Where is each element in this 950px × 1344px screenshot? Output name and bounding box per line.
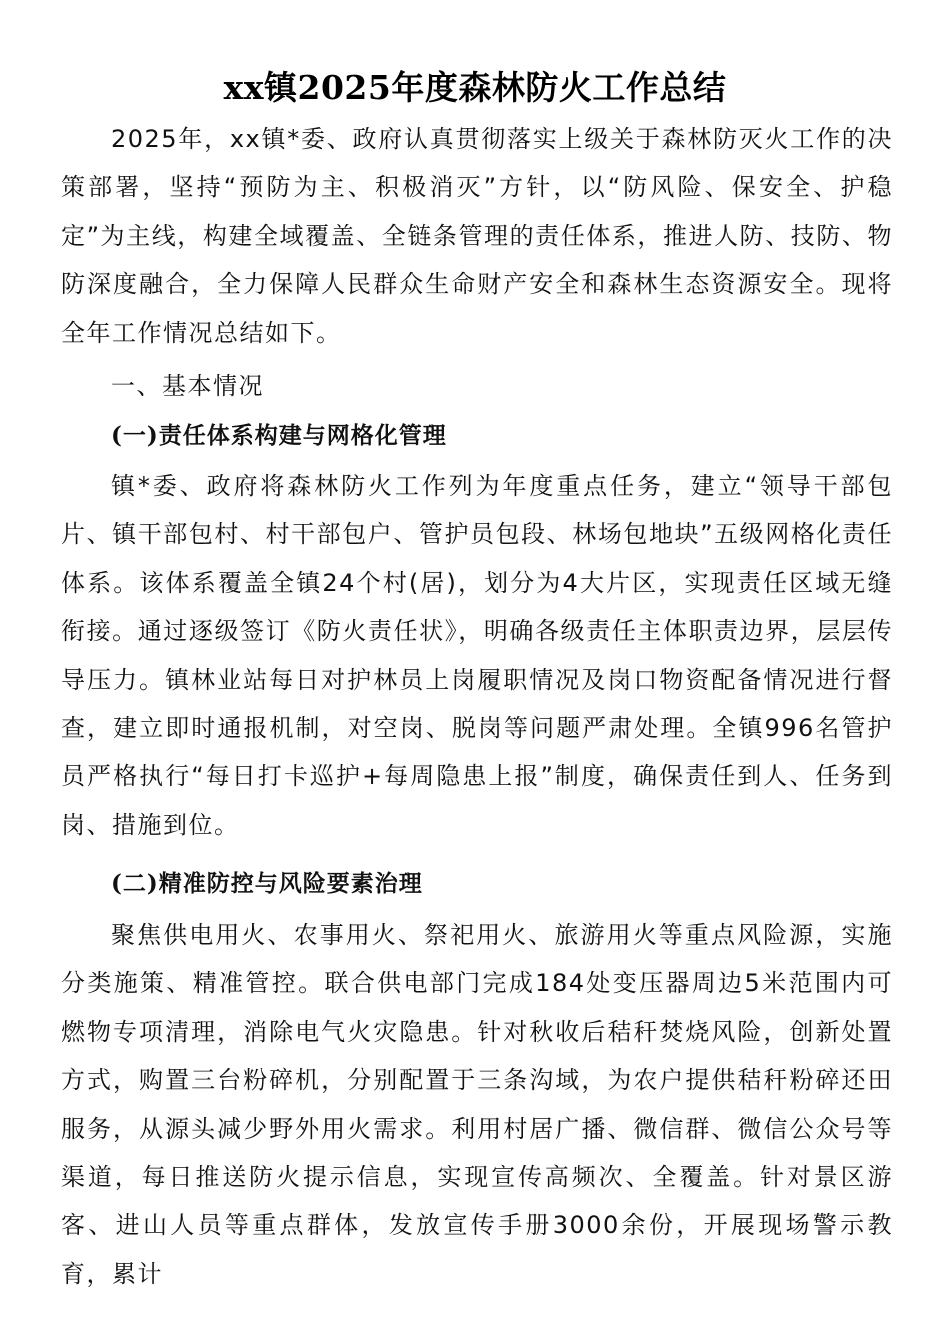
subsection-heading-responsibility-system: (一)责任体系构建与网格化管理 xyxy=(111,422,447,449)
intro-paragraph: 2025年，xx镇*委、政府认真贯彻落实上级关于森林防灭火工作的决策部署，坚持“预防为主、积极消灭”方针，以“防风险、保安全、护稳定”为主线，构建全域覆盖、全链条管理的责任体系，推进人防、技防、物防深度融合，全力保障人民群众生命财产安全和森林生态资源安全。现将全年工作情况总结如下。 xyxy=(61,125,893,347)
subsection-heading-risk-prevention: (二)精准防控与风险要素治理 xyxy=(111,870,423,897)
responsibility-system-paragraph: 镇*委、政府将森林防火工作列为年度重点任务，建立“领导干部包片、镇干部包村、村干部包户、管护员包段、林场包地块”五级网格化责任体系。该体系覆盖全镇24个村(居)，划分为4大片区，实现责任区域无缝衔接。通过逐级签订《防火责任状》，明确各级责任主体职责边界，层层传导压力。镇林业站每日对护林员上岗履职情况及岗口物资配备情况进行督查，建立即时通报机制，对空岗、脱岗等问题严肃处理。全镇996名管护员严格执行“每日打卡巡护+每周隐患上报”制度，确保责任到人、任务到岗、措施到位。 xyxy=(61,472,893,839)
section-heading-basic-situation: 一、基本情况 xyxy=(111,372,264,400)
document-title: xx镇2025年度森林防火工作总结 xyxy=(223,68,727,107)
risk-prevention-paragraph: 聚焦供电用火、农事用火、祭祀用火、旅游用火等重点风险源，实施分类施策、精准管控。联合供电部门完成184处变压器周边5米范围内可燃物专项清理，消除电气火灾隐患。针对秋收后秸秆焚烧风险，创新处置方式，购置三台粉碎机，分别配置于三条沟域，为农户提供秸秆粉碎还田服务，从源头减少野外用火需求。利用村居广播、微信群、微信公众号等渠道，每日推送防火提示信息，实现宣传高频次、全覆盖。针对景区游客、进山人员等重点群体，发放宣传手册3000余份，开展现场警示教育，累计 xyxy=(61,921,893,1288)
